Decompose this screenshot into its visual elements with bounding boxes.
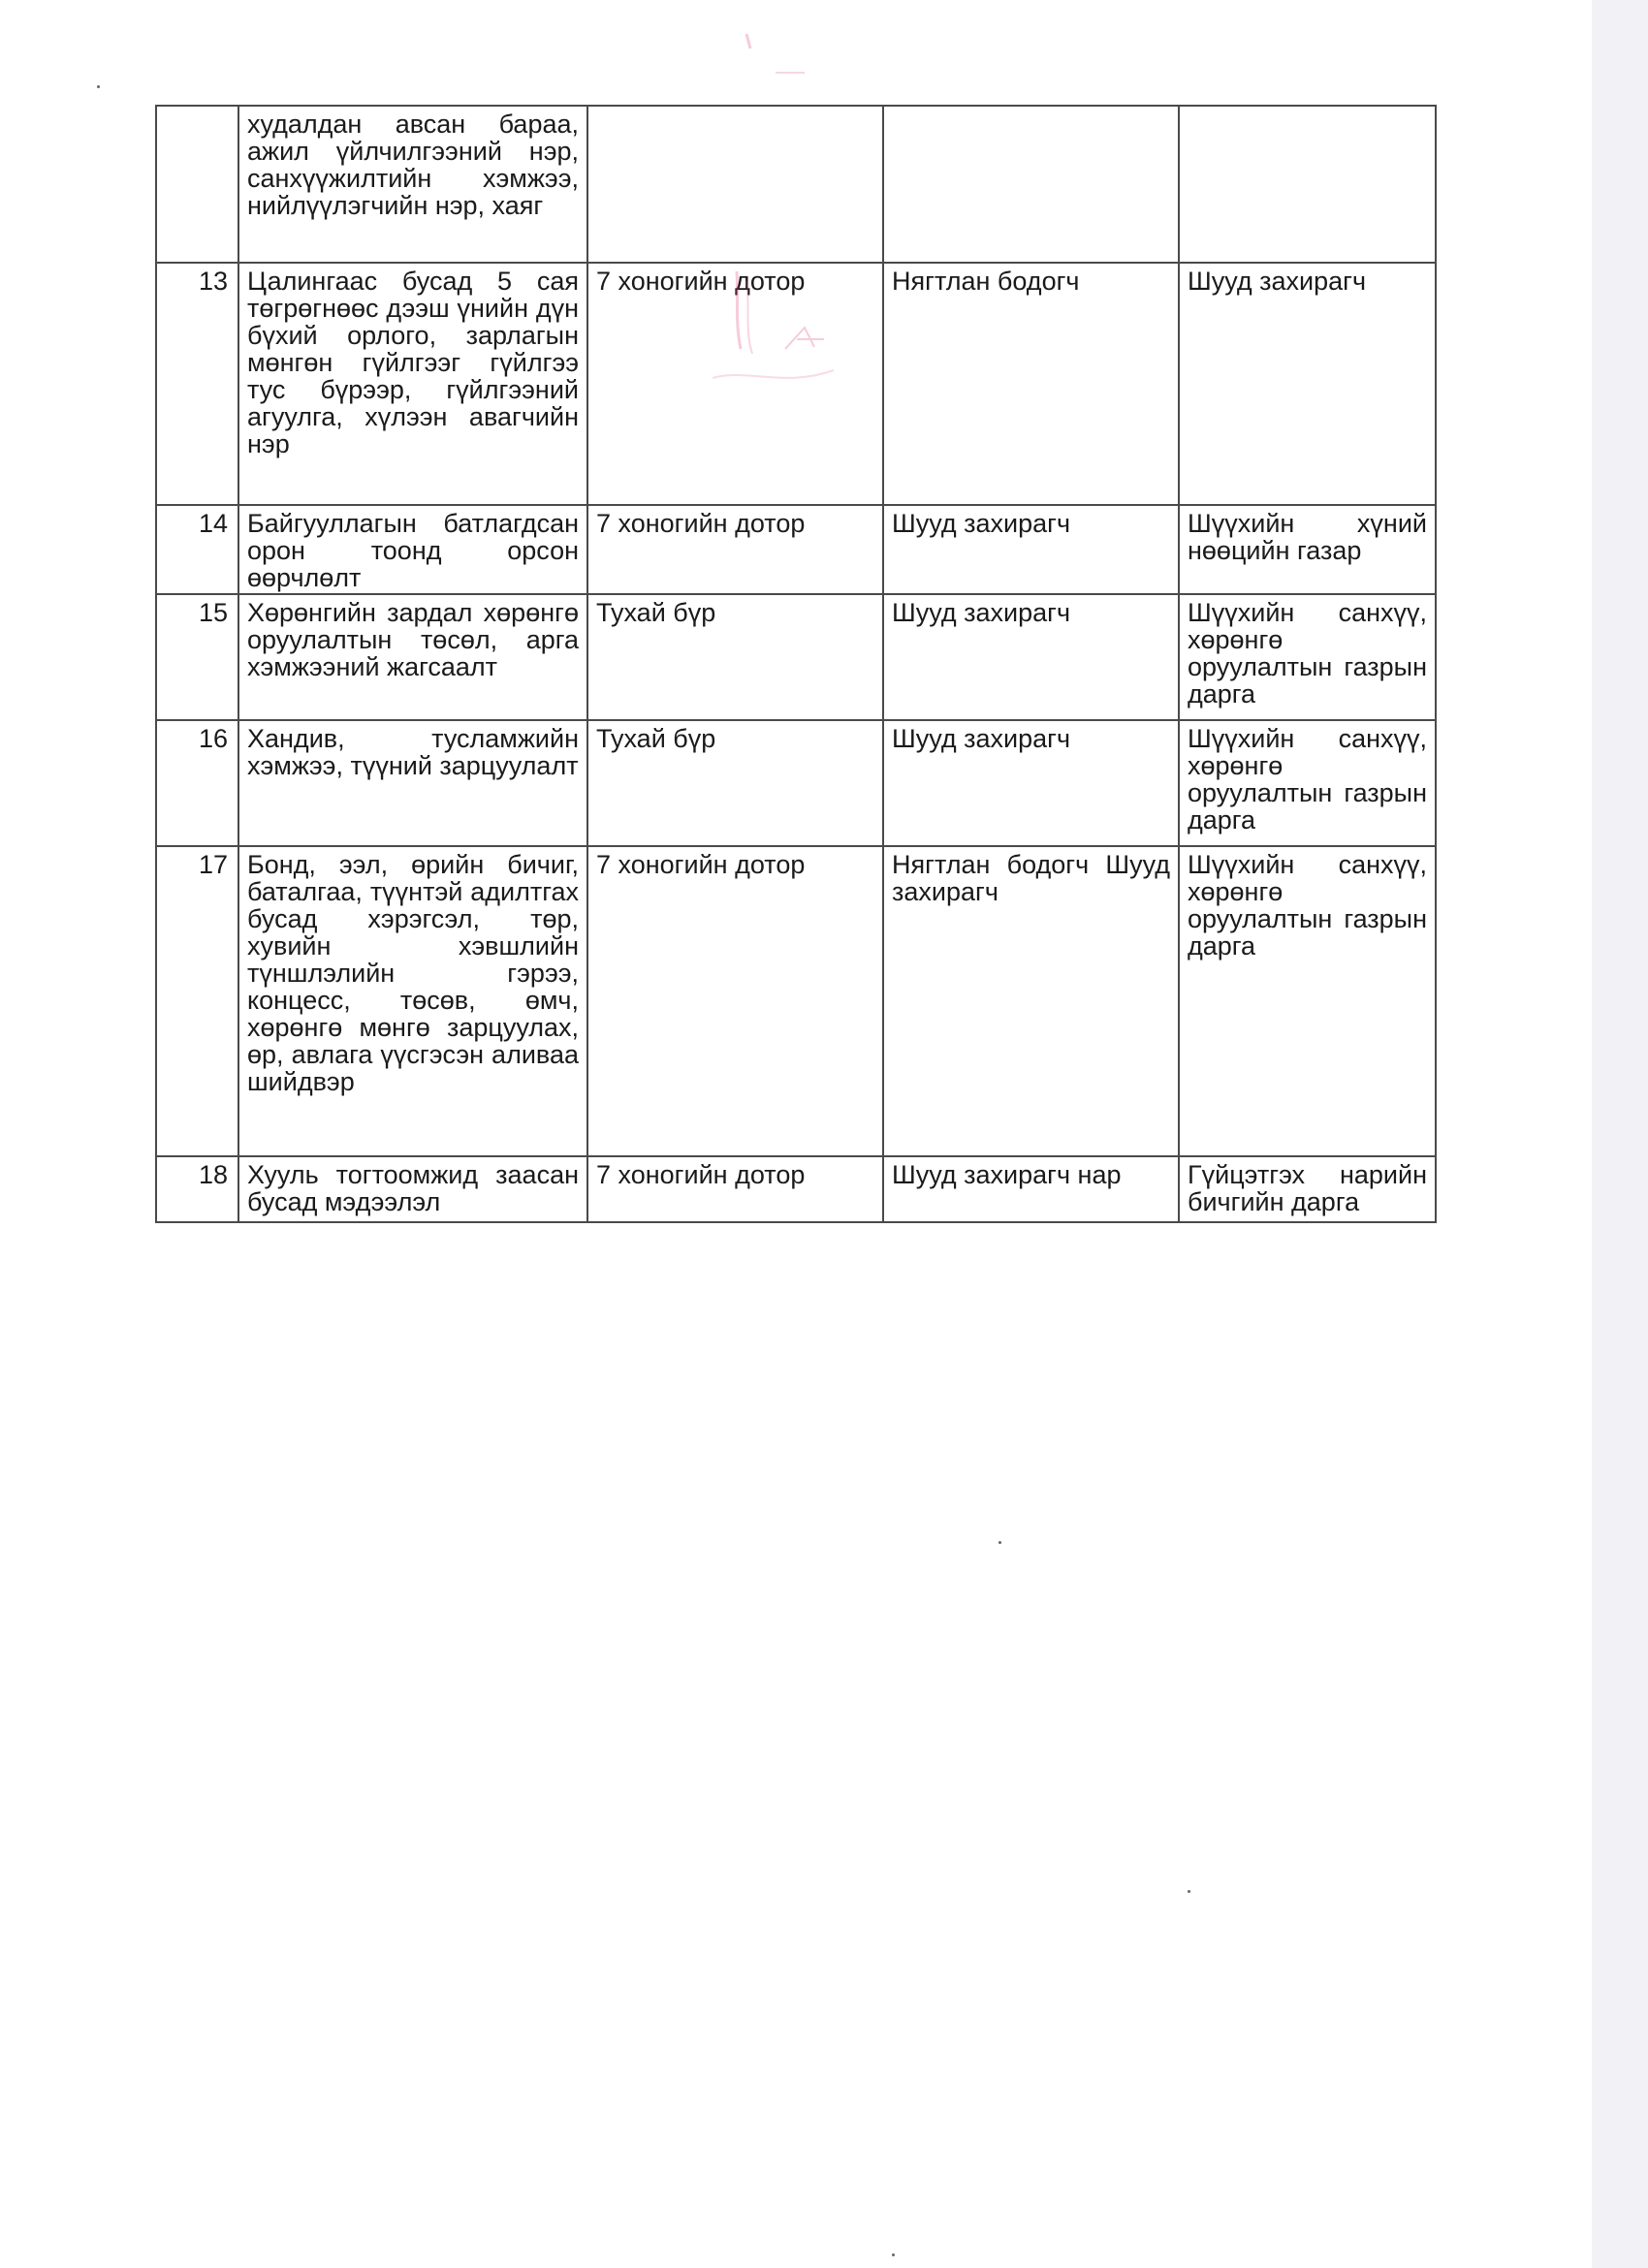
info-description: Бонд, ээл, өрийн бичиг, баталгаа, түүнтэй адилтгах бусад хэрэгсэл, төр, хувийн хэвшлийн түншлэлийн гэрээ, концесс, төсөв, өмч, хөрөнгө мөнгө зарцуулах, өр, авлага үүсгэсэн аливаа шийдвэр [238, 846, 587, 1156]
deadline: Тухай бүр [587, 720, 883, 846]
deadline: 7 хоногийн дотор [587, 1156, 883, 1222]
table-row [156, 106, 1436, 263]
scan-speck [892, 2253, 895, 2256]
stamp-mark-icon [776, 320, 834, 359]
responsible-person: Нягтлан бодогч Шууд захирагч [883, 846, 1179, 1156]
deadline [587, 106, 883, 263]
responsible-person: Нягтлан бодогч [883, 263, 1179, 505]
top-mark-icon [737, 19, 814, 78]
row-number [156, 106, 238, 263]
row-number: 17 [156, 846, 238, 1156]
table-row [156, 846, 1436, 1156]
controller: Гүйцэтгэх нарийн бичгийн дарга [1179, 1156, 1436, 1222]
scan-speck [998, 1541, 1001, 1544]
controller [1179, 106, 1436, 263]
scan-edge-shadow [1592, 0, 1648, 2268]
responsible-person: Шууд захирагч [883, 505, 1179, 594]
row-number: 15 [156, 594, 238, 720]
controller: Шүүхийн санхүү, хөрөнгө оруулалтын газрын дарга [1179, 846, 1436, 1156]
controller: Шууд захирагч [1179, 263, 1436, 505]
controller: Шүүхийн хүний нөөцийн газар [1179, 505, 1436, 594]
table-row [156, 720, 1436, 846]
scan-speck [97, 85, 100, 88]
deadline: 7 хоногийн дотор [587, 505, 883, 594]
table-row [156, 1156, 1436, 1222]
row-number: 13 [156, 263, 238, 505]
deadline: 7 хоногийн дотор [587, 263, 883, 505]
info-description: Хандив, тусламжийн хэмжээ, түүний зарцуулалт [238, 720, 587, 846]
controller: Шүүхийн санхүү, хөрөнгө оруулалтын газрын дарга [1179, 594, 1436, 720]
controller: Шүүхийн санхүү, хөрөнгө оруулалтын газрын дарга [1179, 720, 1436, 846]
info-description: Цалингаас бусад 5 сая төгрөгнөөс дээш үнийн дүн бүхий орлого, зарлагын мөнгөн гүйлгээг гүйлгээ тус бүрээр, гүйлгээний агуулга, хүлээн авагчийн нэр [238, 263, 587, 505]
responsible-person: Шууд захирагч нар [883, 1156, 1179, 1222]
row-number: 14 [156, 505, 238, 594]
responsible-person: Шууд захирагч [883, 720, 1179, 846]
responsible-person [883, 106, 1179, 263]
table-row [156, 594, 1436, 720]
row-number: 16 [156, 720, 238, 846]
info-description: Хөрөнгийн зардал хөрөнгө оруулалтын төсөл, арга хэмжээний жагсаалт [238, 594, 587, 720]
table-row [156, 505, 1436, 594]
row-number: 18 [156, 1156, 238, 1222]
info-description: Хууль тогтоомжид заасан бусад мэдээлэл [238, 1156, 587, 1222]
info-description: Байгууллагын батлагдсан орон тоонд орсон өөрчлөлт [238, 505, 587, 594]
responsible-person: Шууд захирагч [883, 594, 1179, 720]
info-description: худалдан авсан бараа, ажил үйлчилгээний нэр, санхүүжилтийн хэмжээ, нийлүүлэгчийн нэр, хаяг [238, 106, 587, 263]
deadline: Тухай бүр [587, 594, 883, 720]
deadline: 7 хоногийн дотор [587, 846, 883, 1156]
scan-speck [1188, 1890, 1190, 1893]
